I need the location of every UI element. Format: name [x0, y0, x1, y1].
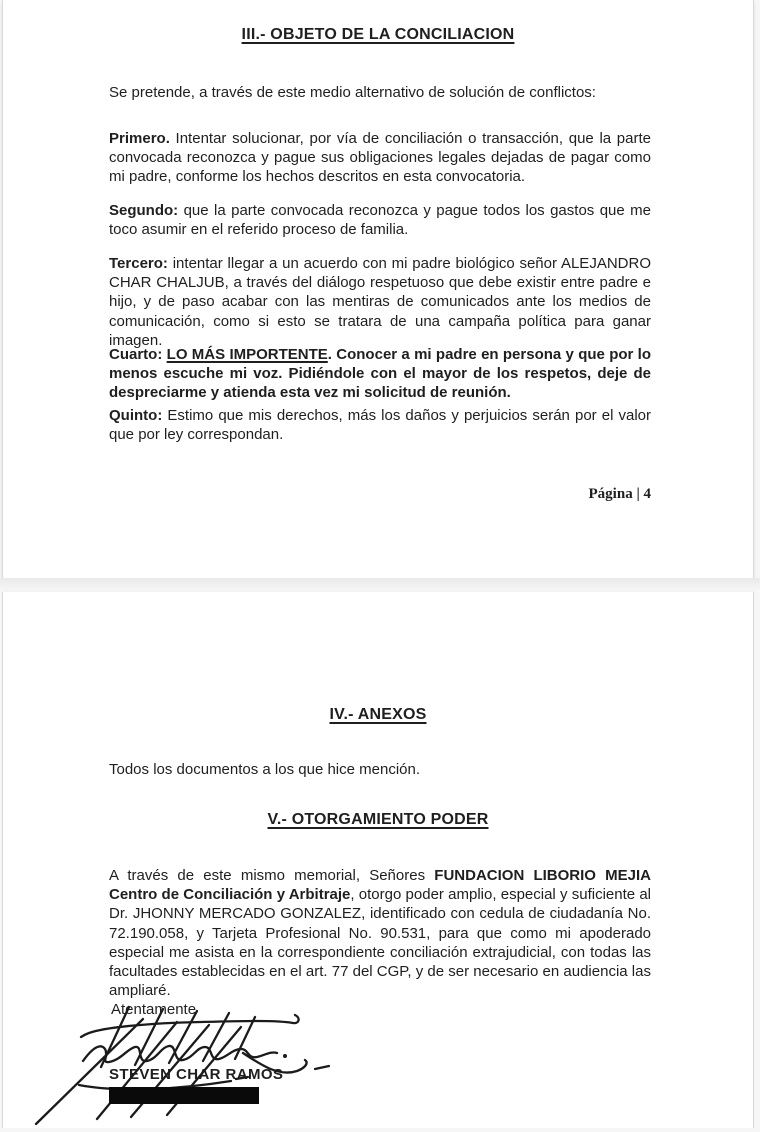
signatory-name: STEVEN CHAR RAMOS	[109, 1066, 284, 1083]
anexos-text: Todos los documentos a los que hice mención.	[109, 761, 421, 778]
cuarto-label: Cuarto:	[109, 346, 167, 363]
intro-text: Se pretende, a través de este medio alternativo de solución de conflictos:	[109, 84, 596, 101]
quinto-label: Quinto:	[109, 407, 163, 424]
page-number: Página | 4	[588, 486, 651, 502]
section-title-objeto	[3, 26, 753, 44]
document-page-1	[2, 0, 754, 578]
paragraph-tercero	[109, 254, 651, 350]
poder-text-2: , otorgo poder amplio, especial y suficiente al Dr. JHONNY MERCADO GONZALEZ, identificado con cedula de ciudadanía No. 72.190.058, y Tarjeta Profesional No. 90.531, para que como mi apoderado especial me asista en la correspondiente conciliación extrajudicial, con todas las facultades establecidas en el art. 77 del CGP, y de ser necesario en audiencia las ampliaré.	[109, 886, 651, 1000]
segundo-text: que la parte convocada reconozca y pague todos los gastos que me toco asumir en el referido proceso de familia.	[109, 202, 651, 239]
poder-text-1: A través de este mismo memorial, Señores	[109, 867, 435, 884]
paragraph-anexos	[109, 760, 651, 779]
paragraph-poder	[109, 866, 651, 1000]
section-title-objeto-text: III.- OBJETO DE LA CONCILIACION	[241, 26, 515, 43]
quinto-text: Estimo que mis derechos, más los daños y perjuicios serán por el valor que por ley correspondan.	[109, 407, 651, 444]
paragraph-cuarto	[109, 345, 651, 403]
cuarto-text: . Conocer a mi padre en persona y que por lo menos escuche mi voz. Pidiéndole con el mayor de los respetos, deje de despreciarme y atienda esta vez mi solicitud de reunión.	[109, 346, 652, 402]
tercero-label: Tercero:	[109, 255, 168, 272]
paragraph-segundo	[109, 201, 651, 239]
paragraph-intro	[109, 83, 651, 102]
section-title-anexos	[3, 706, 753, 724]
section-title-poder	[3, 811, 753, 829]
closing-word: Atentamente	[111, 1001, 197, 1018]
segundo-label: Segundo:	[109, 202, 179, 219]
redaction-bar	[109, 1087, 259, 1104]
document-page-2	[2, 592, 754, 1128]
tercero-text: intentar llegar a un acuerdo con mi padre biológico señor ALEJANDRO CHAR CHALJUB, a través del diálogo respetuoso que debe existir entre padre e hijo, y de paso acabar con las mentiras de comunicados ante los medios de comunicación, como si esto se tratara de una campaña política para ganar imagen.	[109, 255, 651, 349]
section-title-anexos-text: IV.- ANEXOS	[329, 706, 427, 723]
section-title-poder-text: V.- OTORGAMIENTO PODER	[267, 811, 489, 828]
poder-bold-entity: FUNDACION LIBORIO MEJIA Centro de Conciliación y Arbitraje	[109, 867, 651, 904]
cuarto-underlined-phrase: LO MÁS IMPORTENTE	[166, 346, 328, 363]
page-separator	[0, 578, 760, 592]
handwritten-signature	[31, 997, 341, 1132]
primero-label: Primero.	[109, 130, 170, 147]
paragraph-quinto	[109, 406, 651, 444]
primero-text: Intentar solucionar, por vía de conciliación o transacción, que la parte convocada reconozca y pague sus obligaciones legales dejadas de pagar como mi padre, conforme los hechos descritos en esta convocatoria.	[109, 130, 651, 186]
paragraph-primero	[109, 129, 651, 187]
